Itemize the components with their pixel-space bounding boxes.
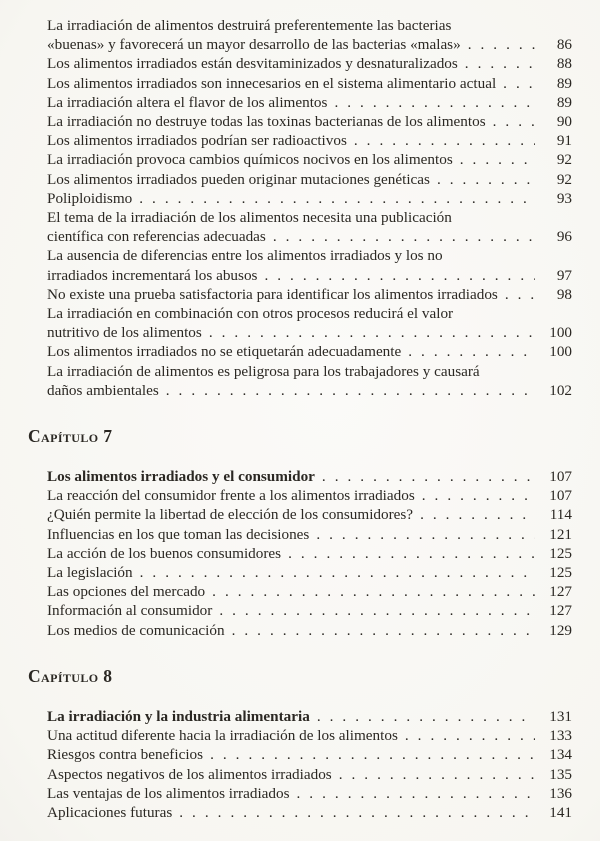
- dot-leader: [273, 227, 535, 246]
- page-number: 135: [549, 765, 572, 783]
- toc-entry-row: [47, 74, 572, 93]
- page-number: 86: [556, 36, 572, 54]
- toc-entry: [47, 467, 572, 486]
- dot-leader: [408, 342, 535, 361]
- toc-entry: [47, 112, 572, 131]
- toc-entry-row: [47, 112, 572, 131]
- dot-leader: [297, 784, 535, 803]
- toc-entry-row: [47, 93, 572, 112]
- toc-entry-row: [47, 707, 572, 726]
- toc-entry: [47, 621, 572, 640]
- page-number: 97: [556, 266, 572, 284]
- page-number: 127: [549, 583, 572, 601]
- toc-entry: [47, 505, 572, 524]
- toc-entry-title: «buenas» y favorecerá un mayor desarrollo de las bacterias «malas»: [47, 36, 461, 54]
- toc-entry-row: [47, 563, 572, 582]
- dot-leader: [505, 285, 535, 304]
- dot-leader: [493, 112, 535, 131]
- chapter-entries: [47, 467, 572, 640]
- dot-leader: [317, 707, 535, 726]
- dot-leader: [139, 189, 535, 208]
- toc-entry-row: [47, 131, 572, 150]
- toc-entry-title: Los alimentos irradiados pueden originar mutaciones genéticas: [47, 170, 430, 188]
- page-number: 141: [549, 803, 572, 821]
- dot-leader: [465, 54, 535, 73]
- toc-entry-title: No existe una prueba satisfactoria para identificar los alimentos irradiados: [47, 285, 498, 303]
- toc-entry: [47, 16, 572, 54]
- toc-entry-row: [47, 582, 572, 601]
- toc-entry-title: daños ambientales: [47, 381, 159, 399]
- toc-entry-title: científica con referencias adecuadas: [47, 228, 266, 246]
- toc-entry-title: Aplicaciones futuras: [47, 803, 173, 821]
- toc-entry-row: [47, 323, 572, 342]
- toc-entry: [47, 131, 572, 150]
- dot-leader: [460, 150, 535, 169]
- toc-entry: [47, 601, 572, 620]
- page-number: 98: [556, 285, 572, 303]
- page-number: 91: [556, 132, 572, 150]
- dot-leader: [210, 745, 535, 764]
- toc-entry-row: [47, 505, 572, 524]
- dot-leader: [405, 726, 535, 745]
- toc-entry-row: [47, 342, 572, 361]
- toc-entry-line: La irradiación de alimentos destruirá preferentemente las bacterias: [47, 17, 452, 34]
- dot-leader: [179, 803, 535, 822]
- toc-entry-row: [47, 621, 572, 640]
- toc-entry: [47, 784, 572, 803]
- page-number: 100: [549, 324, 572, 342]
- page-number: 133: [549, 727, 572, 745]
- toc-entry-row: [47, 285, 572, 304]
- page-number: 100: [549, 343, 572, 361]
- toc-entry: [47, 285, 572, 304]
- toc-entry: [47, 93, 572, 112]
- page-number: 102: [549, 381, 572, 399]
- table-of-contents: [28, 16, 572, 822]
- dot-leader: [232, 621, 535, 640]
- toc-entry-row: [47, 227, 572, 246]
- toc-entry-title: La irradiación y la industria alimentaria: [47, 707, 310, 725]
- page-number: 93: [556, 189, 572, 207]
- toc-entry: [47, 246, 572, 284]
- page-number: 129: [549, 621, 572, 639]
- toc-entry-row: [47, 544, 572, 563]
- dot-leader: [264, 266, 535, 285]
- toc-entry-row: [47, 189, 572, 208]
- dot-leader: [422, 486, 535, 505]
- toc-entry-title: La legislación: [47, 564, 133, 582]
- toc-entry-row: [47, 54, 572, 73]
- dot-leader: [316, 525, 535, 544]
- toc-entry-line: La irradiación en combinación con otros procesos reducirá el valor: [47, 305, 454, 323]
- toc-entry: [47, 803, 572, 822]
- toc-entry-title: Riesgos contra beneficios: [47, 746, 204, 764]
- page-number: 121: [549, 525, 572, 543]
- toc-entry-title: Una actitud diferente hacia la irradiación de los alimentos: [47, 727, 398, 745]
- page-number: 125: [549, 564, 572, 582]
- page-number: 88: [556, 55, 572, 73]
- toc-entry: [47, 304, 572, 342]
- page-number: 127: [549, 602, 572, 620]
- toc-entry-row: [47, 726, 572, 745]
- toc-entry: [47, 544, 572, 563]
- toc-entry-title: Los alimentos irradiados podrían ser radioactivos: [47, 132, 347, 150]
- toc-entry: [47, 563, 572, 582]
- dot-leader: [140, 563, 535, 582]
- toc-entry-title: Aspectos negativos de los alimentos irradiados: [47, 765, 332, 783]
- toc-entry-line: La ausencia de diferencias entre los alimentos irradiados y los no: [47, 247, 443, 265]
- toc-entry-row: [47, 745, 572, 764]
- page-number: 89: [556, 74, 572, 92]
- toc-entry-row: [47, 266, 572, 285]
- toc-entry: [47, 170, 572, 189]
- toc-entry-row: [47, 601, 572, 620]
- page-number: 131: [549, 707, 572, 725]
- toc-entry-title: La irradiación altera el flavor de los alimentos: [47, 93, 328, 111]
- dot-leader: [420, 505, 535, 524]
- dot-leader: [468, 35, 535, 54]
- toc-entry: [47, 189, 572, 208]
- toc-entry-title: Los alimentos irradiados son innecesarios en el sistema alimentario actual: [47, 74, 497, 92]
- toc-entry-row: [47, 765, 572, 784]
- page-number: 96: [556, 228, 572, 246]
- chapter-entries: [47, 707, 572, 822]
- toc-entry: [47, 362, 572, 400]
- toc-entry-title: nutritivo de los alimentos: [47, 324, 202, 342]
- dot-leader: [322, 467, 535, 486]
- toc-entry-title: Los alimentos irradiados y el consumidor: [47, 468, 315, 486]
- dot-leader: [437, 170, 535, 189]
- toc-entry-row: [47, 150, 572, 169]
- toc-entry-title: La acción de los buenos consumidores: [47, 544, 282, 562]
- toc-entry: [47, 54, 572, 73]
- chapter-heading: Capítulo 7: [28, 426, 113, 447]
- toc-entry-title: Información al consumidor: [47, 602, 213, 620]
- chapter-heading: Capítulo 8: [28, 665, 113, 686]
- toc-entry: [47, 707, 572, 726]
- toc-entry-line: El tema de la irradiación de los alimentos necesita una publicación: [47, 209, 452, 227]
- toc-entry-row: [47, 467, 572, 486]
- toc-entry: [47, 74, 572, 93]
- dot-leader: [503, 74, 535, 93]
- toc-entry-row: [47, 170, 572, 189]
- toc-entry-row: [47, 381, 572, 400]
- chapter-entries: [47, 16, 572, 400]
- toc-entry-row: [47, 486, 572, 505]
- dot-leader: [334, 93, 535, 112]
- toc-entry-row: [47, 784, 572, 803]
- toc-entry-title: La irradiación provoca cambios químicos nocivos en los alimentos: [47, 151, 453, 169]
- toc-entry: [47, 342, 572, 361]
- toc-entry-title: Los medios de comunicación: [47, 621, 225, 639]
- page-number: 90: [556, 113, 572, 131]
- page-number: 125: [549, 544, 572, 562]
- toc-entry: [47, 745, 572, 764]
- toc-entry-row: [47, 525, 572, 544]
- toc-entry-title: ¿Quién permite la libertad de elección de los consumidores?: [47, 506, 414, 524]
- toc-entry-title: Las opciones del mercado: [47, 583, 206, 601]
- dot-leader: [209, 323, 535, 342]
- toc-entry: [47, 582, 572, 601]
- page-number: 134: [549, 746, 572, 764]
- toc-entry-title: La reacción del consumidor frente a los alimentos irradiados: [47, 487, 415, 505]
- toc-entry: [47, 765, 572, 784]
- page-number: 107: [549, 468, 572, 486]
- toc-entry-title: Las ventajas de los alimentos irradiados: [47, 784, 290, 802]
- toc-entry-line: La irradiación de alimentos es peligrosa para los trabajadores y causará: [47, 362, 480, 380]
- toc-entry: [47, 150, 572, 169]
- toc-entry-title: Poliploidismo: [47, 189, 133, 207]
- toc-entry: [47, 525, 572, 544]
- dot-leader: [219, 601, 535, 620]
- page-number: 136: [549, 784, 572, 802]
- page-number: 92: [556, 151, 572, 169]
- page-number: 114: [549, 506, 572, 524]
- dot-leader: [212, 582, 535, 601]
- dot-leader: [166, 381, 535, 400]
- dot-leader: [354, 131, 535, 150]
- toc-entry-title: La irradiación no destruye todas las toxinas bacterianas de los alimentos: [47, 113, 486, 131]
- toc-entry-title: irradiados incrementará los abusos: [47, 266, 258, 284]
- toc-entry-row: [47, 35, 572, 54]
- toc-entry-title: Influencias en los que toman las decisiones: [47, 525, 310, 543]
- dot-leader: [339, 765, 535, 784]
- page-number: 89: [556, 93, 572, 111]
- toc-entry-title: Los alimentos irradiados están desvitaminizados y desnaturalizados: [47, 55, 458, 73]
- dot-leader: [288, 544, 535, 563]
- toc-entry: [47, 486, 572, 505]
- toc-entry: [47, 208, 572, 246]
- page-number: 107: [549, 487, 572, 505]
- toc-entry-title: Los alimentos irradiados no se etiquetarán adecuadamente: [47, 343, 402, 361]
- toc-entry: [47, 726, 572, 745]
- toc-entry-row: [47, 803, 572, 822]
- page-number: 92: [556, 170, 572, 188]
